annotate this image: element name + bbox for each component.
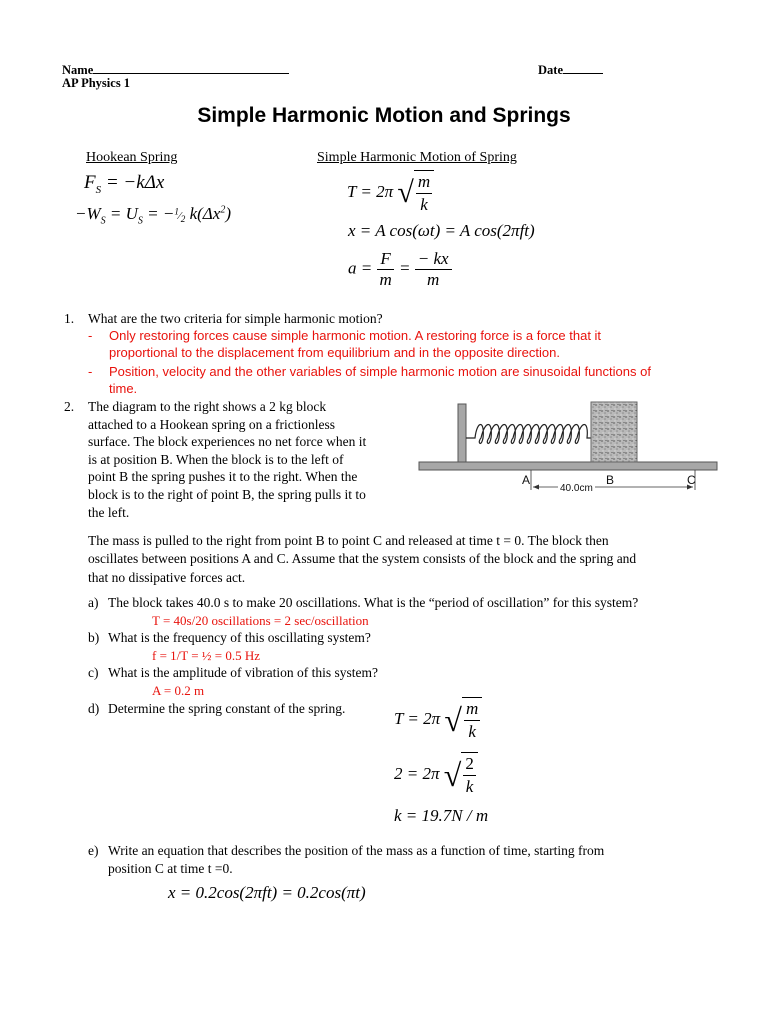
q2-paragraph-line: oscillates between positions A and C. Assume that the system consists of the block and the spring and	[88, 551, 637, 567]
q2-number: 2.	[64, 399, 75, 414]
d-work-result: k = 19.7N / m	[394, 806, 489, 825]
d-work-substitution: 2 = 2π √ 2 k	[394, 752, 478, 798]
spring-coil	[466, 425, 591, 444]
part-c-letter: c)	[88, 665, 99, 680]
date-label: Date	[538, 63, 563, 77]
q2-line: The diagram to the right shows a 2 kg block	[88, 399, 327, 414]
q2-paragraph-line: The mass is pulled to the right from point B to point C and released at time t = 0. The block then	[88, 533, 609, 548]
wall	[458, 404, 466, 462]
part-e-answer: x = 0.2cos(2πft) = 0.2cos(πt)	[168, 883, 366, 902]
part-e-question: Write an equation that describes the position of the mass as a function of time, starting from	[108, 843, 605, 858]
course-label: AP Physics 1	[62, 76, 131, 90]
part-e-question-line2: position C at time t =0.	[108, 861, 233, 876]
q2-line: attached to a Hookean spring on a frictionless	[88, 416, 336, 432]
position-formula: x = A cos(ωt) = A cos(2πft)	[348, 221, 535, 240]
hooke-law-formula: $F_S = -k\Delta x$	[84, 172, 165, 196]
part-d-question: Determine the spring constant of the spring.	[108, 701, 346, 716]
part-c-question: What is the amplitude of vibration of this system?	[108, 665, 378, 680]
q2-line: point B the spring pushes it to the right. When the	[88, 469, 358, 485]
mass-block	[591, 402, 637, 462]
name-blank	[93, 62, 289, 74]
spring-energy-formula: $-W_S = U_S$ = $-^1⁄_2$ $k(\Delta x^2)$	[75, 204, 231, 227]
acceleration-formula: a = $\frac{F}{m}$ = $\frac{- kx}{m}$	[348, 249, 452, 290]
floor-surface	[419, 462, 717, 470]
q1-answer-1-line2: proportional to the displacement from equilibrium and in the opposite direction.	[109, 345, 560, 360]
label-a: A	[522, 473, 531, 487]
date-blank	[563, 62, 603, 74]
q1-answer-2-bullet: -	[88, 364, 93, 379]
q2-line: the left.	[88, 504, 130, 520]
q1-number: 1.	[64, 311, 75, 326]
q2-description	[88, 398, 366, 521]
q2-line: is at position B. When the block is to the left of	[88, 451, 344, 467]
part-d-letter: d)	[88, 701, 100, 716]
q2-line: block is to the right of point B, the spring pulls it to	[88, 486, 366, 502]
part-b-question: What is the frequency of this oscillating system?	[108, 630, 371, 645]
part-c-answer: A = 0.2 m	[152, 683, 205, 698]
hookean-heading: Hookean Spring	[86, 150, 178, 165]
spring-block-diagram	[415, 398, 721, 494]
part-b-answer: f = 1/T = ½ = 0.5 Hz	[152, 648, 261, 663]
part-a-question: The block takes 40.0 s to make 20 oscillations. What is the “period of oscillation” for this system?	[108, 595, 639, 610]
label-c: C	[687, 473, 696, 487]
part-a-answer: T = 40s/20 oscillations = 2 sec/oscillation	[152, 613, 369, 628]
q1-text: What are the two criteria for simple harmonic motion?	[88, 311, 383, 326]
q2-paragraph	[88, 532, 636, 587]
q1-answer-1-line1: Only restoring forces cause simple harmonic motion. A restoring force is a force that it	[109, 328, 602, 343]
q1-answer-2-line1: Position, velocity and the other variables of simple harmonic motion are sinusoidal functions of	[109, 364, 651, 379]
period-formula: T = 2π √ m k	[347, 170, 434, 216]
q1-answer-2-line2: time.	[109, 381, 138, 396]
q2-paragraph-line: that no dissipative forces act.	[88, 569, 246, 585]
q1-answer-1-bullet: -	[88, 328, 93, 343]
page-title: Simple Harmonic Motion and Springs	[197, 104, 571, 127]
part-e-letter: e)	[88, 843, 99, 858]
distance-label: 40.0cm	[560, 483, 593, 494]
shm-heading: Simple Harmonic Motion of Spring	[317, 150, 517, 165]
part-b-letter: b)	[88, 630, 100, 645]
part-a-letter: a)	[88, 595, 99, 610]
date-field	[538, 62, 603, 78]
name-label: Name	[62, 63, 94, 77]
arrowhead-left	[533, 485, 539, 490]
q2-line: surface. The block experiences no net force when it	[88, 434, 367, 450]
label-b: B	[606, 473, 615, 487]
d-work-period: T = 2π √ m k	[394, 697, 482, 743]
